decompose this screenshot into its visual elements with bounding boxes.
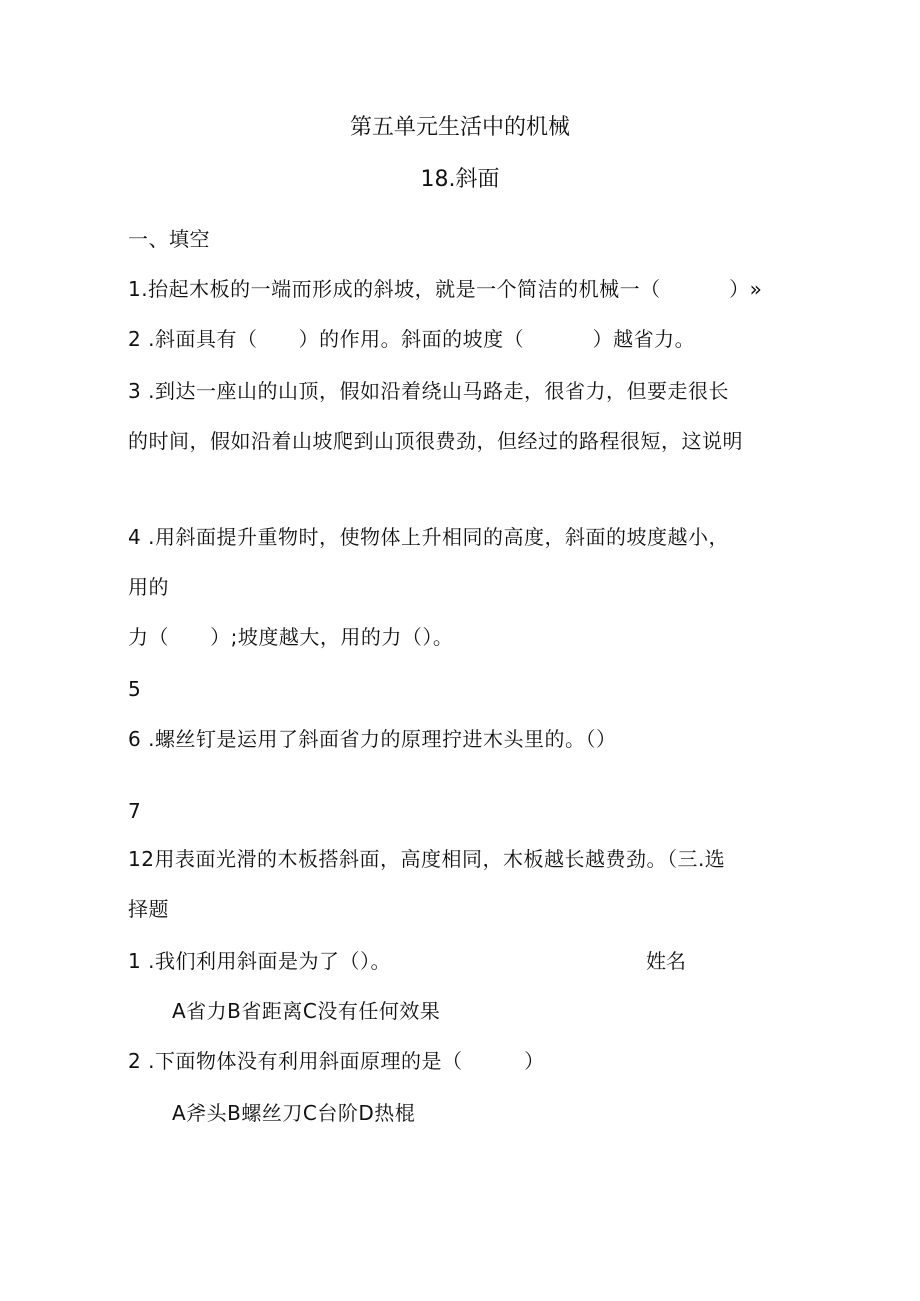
question-12-line-2: 择题 xyxy=(128,897,169,921)
unit-title: 第五单元生活中的机械 xyxy=(349,115,570,140)
question-4-line-3: 力（ ）;坡度越大，用的力（）。 xyxy=(128,625,454,649)
question-6: 6 .螺丝钉是运用了斜面省力的原理拧进木头里的。（） xyxy=(128,727,617,751)
section-heading-fill-in: 一、填空 xyxy=(128,227,210,251)
choice-question-1-options: A省力B省距离C没有任何效果 xyxy=(172,999,441,1023)
question-2: 2 .斜面具有（ ）的作用。斜面的坡度（ ）越省力。 xyxy=(128,327,696,351)
question-5: 5 xyxy=(128,677,142,701)
question-1: 1.抬起木板的一端而形成的斜坡，就是一个简洁的机械一（ ）» xyxy=(128,277,763,301)
question-3-line-2: 的时间，假如沿着山坡爬到山顶很费劲，但经过的路程很短，这说明 xyxy=(128,429,743,453)
choice-question-1: 1 .我们利用斜面是为了（）。 xyxy=(128,949,391,973)
question-4-line-1: 4 .用斜面提升重物时，使物体上升相同的高度，斜面的坡度越小， xyxy=(128,525,729,549)
name-label: 姓名 xyxy=(646,949,686,973)
choice-question-2-options: A斧头B螺丝刀C台阶D热棍 xyxy=(172,1101,416,1125)
choice-question-2: 2 .下面物体没有利用斜面原理的是（ ） xyxy=(128,1049,545,1073)
question-12-line-1: 12用表面光滑的木板搭斜面，高度相同，木板越长越费劲。（三.选 xyxy=(128,847,726,871)
lesson-title: 18.斜面 xyxy=(420,167,500,192)
question-3-line-1: 3 .到达一座山的山顶，假如沿着绕山马路走，很省力，但要走很长 xyxy=(128,379,729,403)
question-4-line-2: 用的 xyxy=(128,575,169,599)
question-7: 7 xyxy=(128,799,142,823)
